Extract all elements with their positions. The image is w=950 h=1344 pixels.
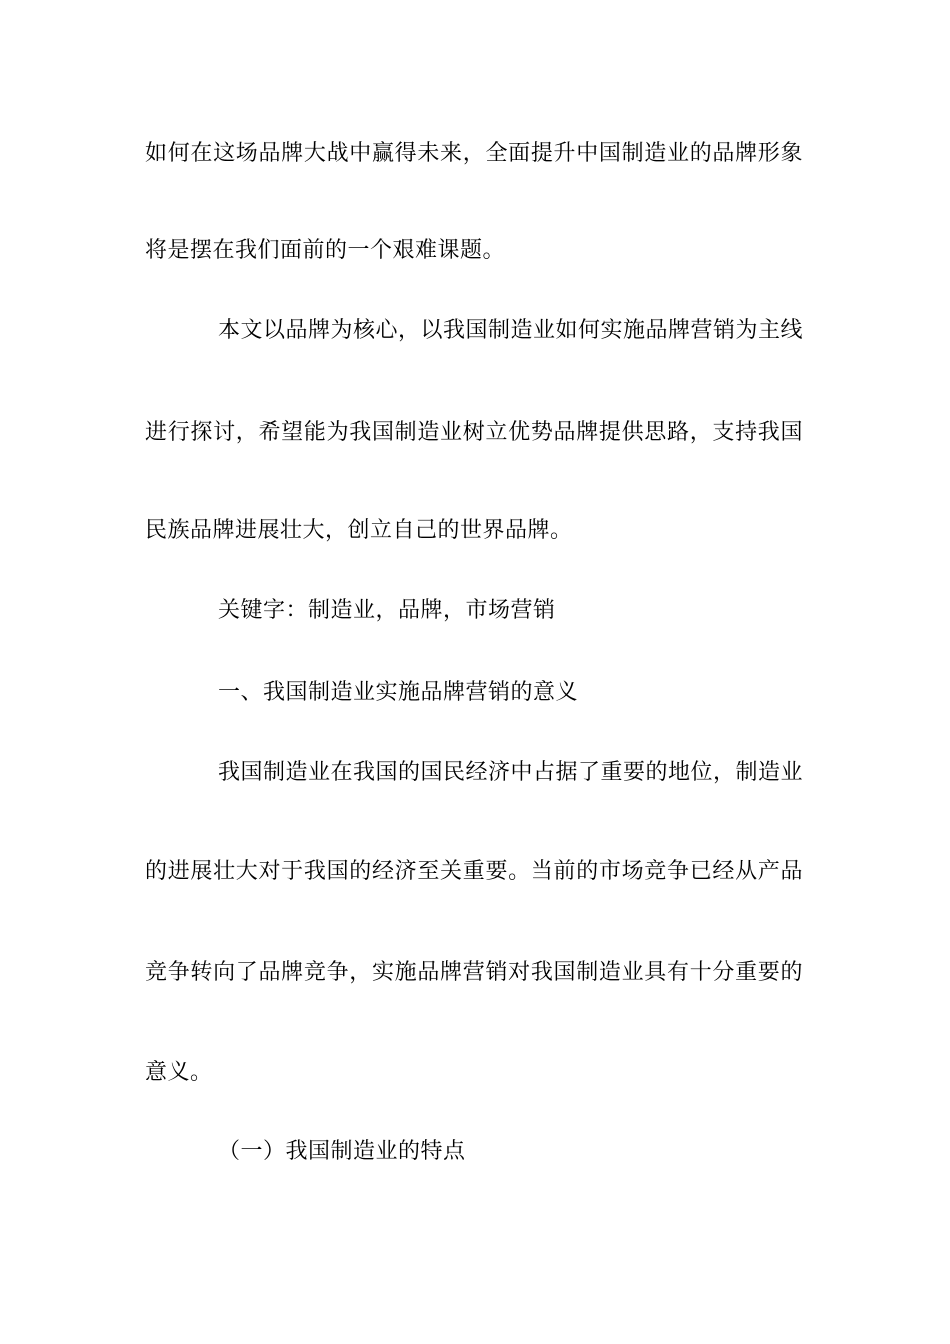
paragraph-line: 进行探讨，希望能为我国制造业树立优势品牌提供思路，支持我国 xyxy=(145,420,803,445)
paragraph-line: 将是摆在我们面前的一个艰难课题。 xyxy=(145,238,506,263)
paragraph-line: 本文以品牌为核心，以我国制造业如何实施品牌营销为主线 xyxy=(218,318,804,343)
subsection-heading: （一）我国制造业的特点 xyxy=(218,1139,466,1164)
paragraph-line: 竞争转向了品牌竞争，实施品牌营销对我国制造业具有十分重要的 xyxy=(145,960,803,985)
paragraph-line: 民族品牌进展壮大，创立自己的世界品牌。 xyxy=(145,518,573,543)
paragraph-line: 我国制造业在我国的国民经济中占据了重要的地位，制造业 xyxy=(218,760,804,785)
section-heading: 一、我国制造业实施品牌营销的意义 xyxy=(218,680,579,705)
keywords-line: 关键字：制造业，品牌，市场营销 xyxy=(218,598,556,623)
paragraph-line: 如何在这场品牌大战中赢得未来，全面提升中国制造业的品牌形象 xyxy=(145,141,803,166)
paragraph-line: 意义。 xyxy=(145,1060,213,1085)
paragraph-line: 的进展壮大对于我国的经济至关重要。当前的市场竞争已经从产品 xyxy=(145,859,803,884)
